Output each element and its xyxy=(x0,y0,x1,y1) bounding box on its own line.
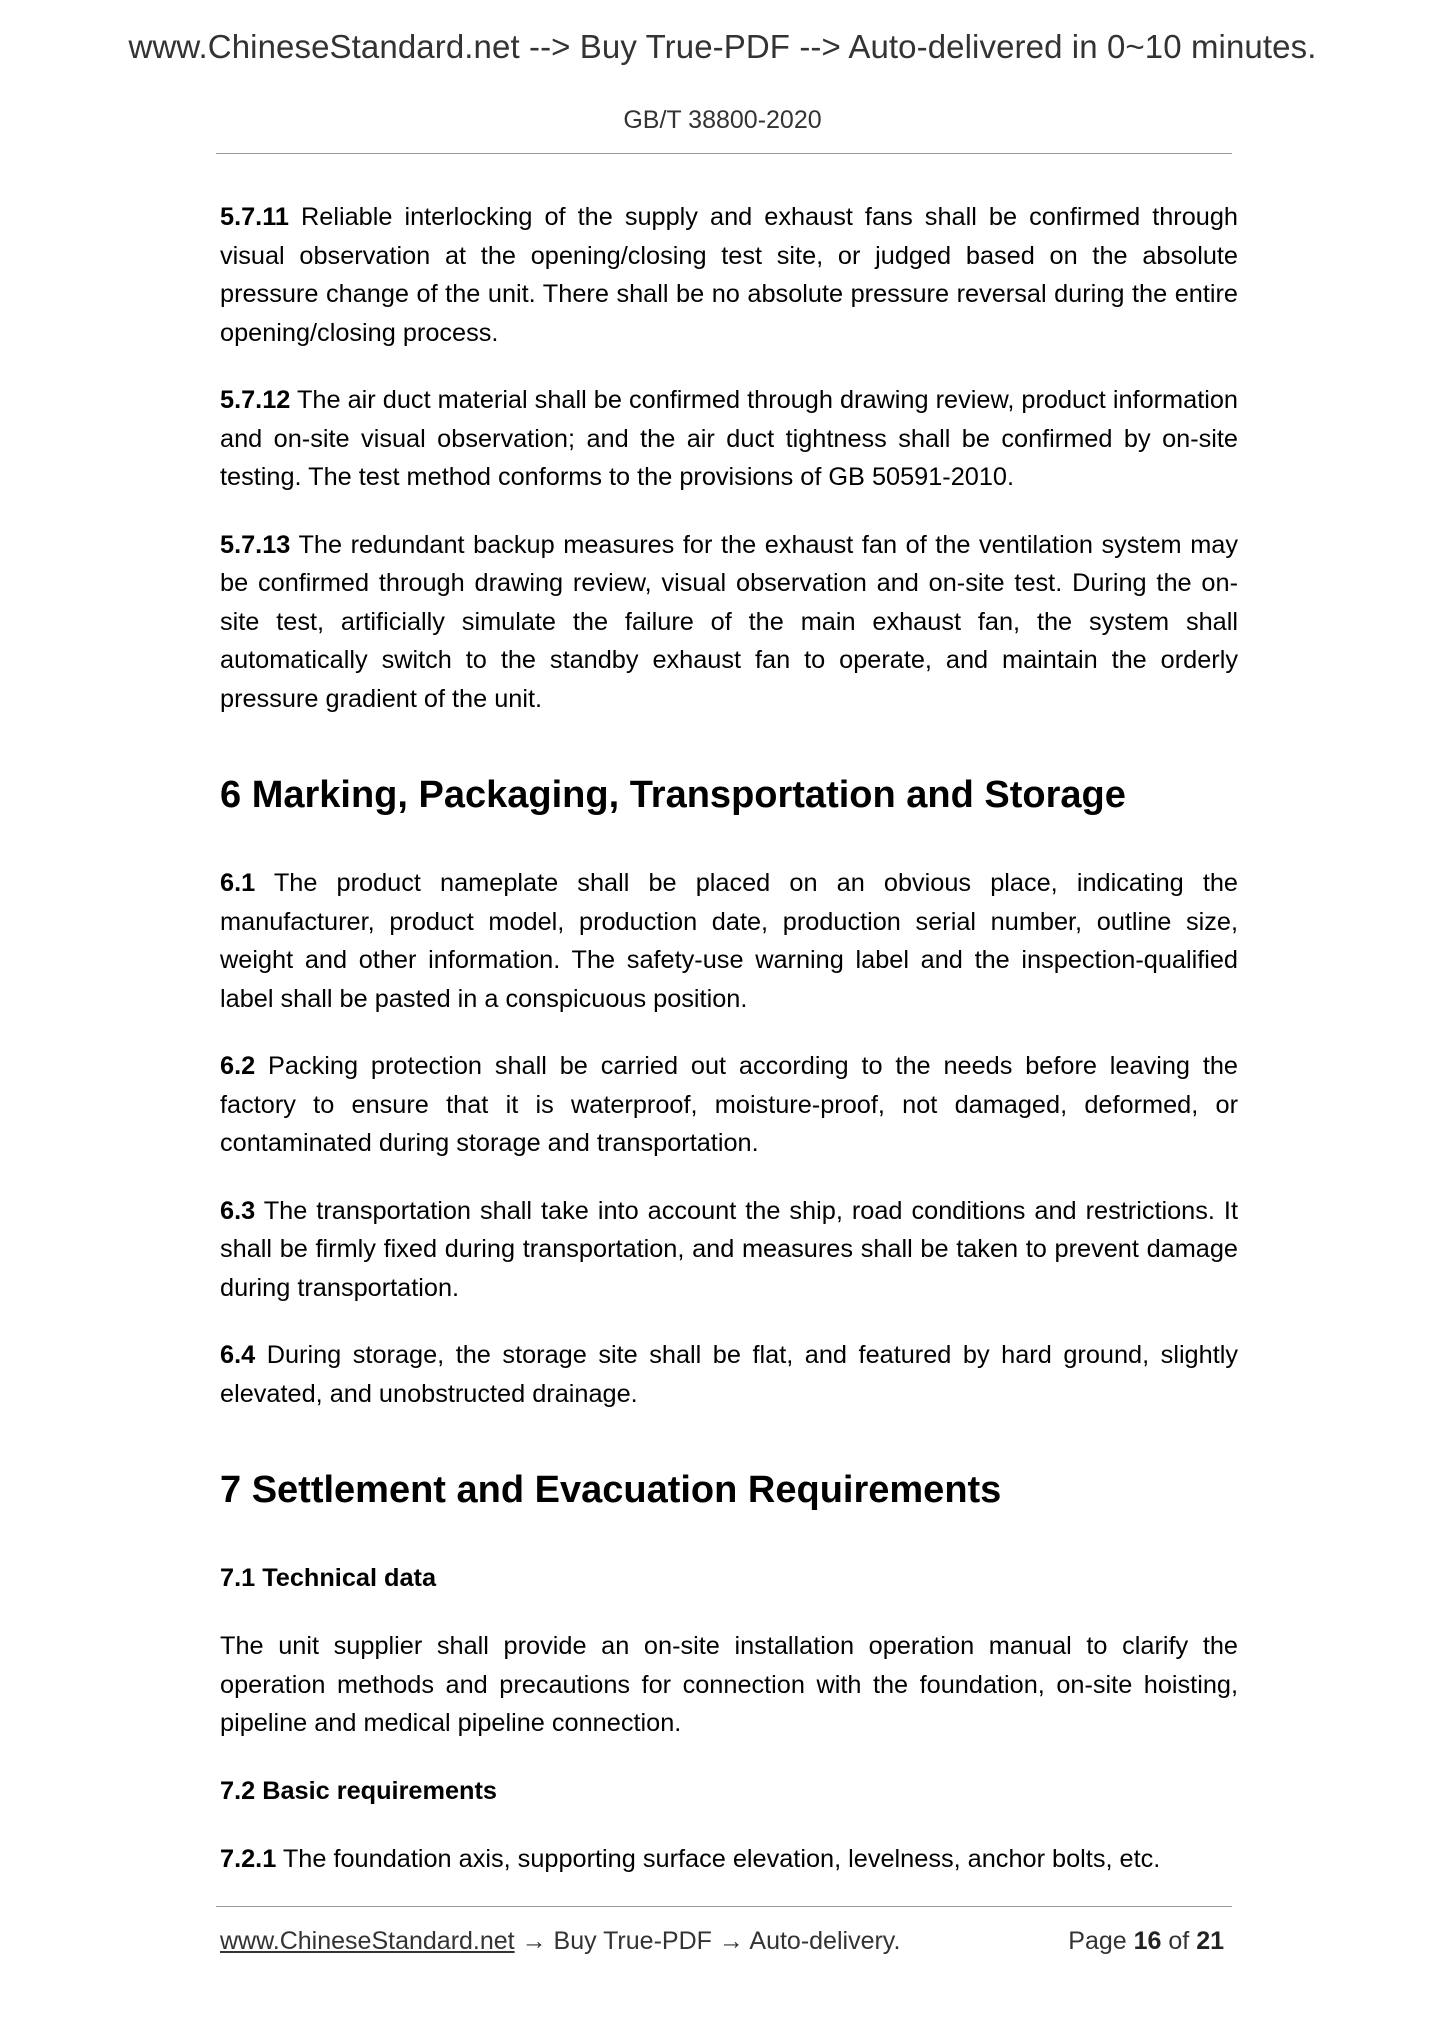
clause-number: 6.4 xyxy=(220,1341,256,1369)
clause-text: The foundation axis, supporting surface elevation, levelness, anchor bolts, etc. xyxy=(276,1844,1161,1873)
clause-number: 5.7.11 xyxy=(220,203,289,231)
clause-number: 6.2 xyxy=(220,1052,256,1080)
clause-7-2-1 xyxy=(220,1840,1238,1879)
clause-number: 6.3 xyxy=(220,1196,256,1225)
footer-tagline: → Buy True-PDF → Auto-delivery. xyxy=(514,1927,901,1955)
footer-divider xyxy=(216,1906,1232,1907)
page-of: of xyxy=(1161,1927,1197,1955)
clause-text: The product nameplate shall be placed on an obvious place, indicating the manufacturer, product model, production date, production serial number, outline size, weight and other information. The safety-use warning label and the inspection-qualified label shall be pasted in a conspicuous position. xyxy=(220,869,1238,1013)
subsection-7-2-heading: 7.2 Basic requirements xyxy=(220,1776,497,1805)
page-label: Page xyxy=(1068,1927,1134,1955)
section-7-heading: 7 Settlement and Evacuation Requirements xyxy=(220,1469,1002,1511)
clause-number: 6.1 xyxy=(220,869,256,897)
clause-6-3 xyxy=(220,1192,1238,1308)
footer-site-link[interactable]: www.ChineseStandard.net xyxy=(220,1927,515,1955)
clause-5-7-11 xyxy=(220,198,1238,352)
document-code: GB/T 38800-2020 xyxy=(623,106,822,134)
page-footer xyxy=(220,1927,1232,1956)
clause-text: The transportation shall take into account the ship, road conditions and restrictions. It shall be firmly fixed during transportation, and measures shall be taken to prevent damage during transportation. xyxy=(220,1196,1238,1302)
page-indicator xyxy=(1068,1927,1224,1956)
clause-text: Packing protection shall be carried out according to the needs before leaving the factory to ensure that it is waterproof, moisture-proof, not damaged, deformed, or contaminated during storage and transportation. xyxy=(220,1052,1238,1157)
page-total: 21 xyxy=(1196,1927,1224,1955)
clause-number: 5.7.12 xyxy=(220,386,291,414)
clause-text: The air duct material shall be confirmed through drawing review, product information and on-site visual observation; and the air duct tightness shall be confirmed by on-site testing. The test method conforms to the provisions of GB 50591-2010. xyxy=(220,386,1238,491)
clause-5-7-12 xyxy=(220,381,1238,497)
clause-5-7-13 xyxy=(220,526,1238,719)
section-6-heading: 6 Marking, Packaging, Transportation and Storage xyxy=(220,774,1126,816)
header-divider xyxy=(216,153,1232,154)
clause-6-2 xyxy=(220,1047,1238,1163)
top-banner: www.ChineseStandard.net --> Buy True-PDF --> Auto-delivered in 0~10 minutes. xyxy=(128,28,1317,65)
clause-6-1 xyxy=(220,864,1238,1018)
page-current: 16 xyxy=(1133,1927,1162,1955)
page-content xyxy=(220,198,1238,1907)
clause-number: 7.2.1 xyxy=(220,1844,277,1873)
clause-text: During storage, the storage site shall be flat, and featured by hard ground, slightly elevated, and unobstructed drainage. xyxy=(220,1341,1238,1408)
clause-text: Reliable interlocking of the supply and exhaust fans shall be confirmed through visual observation at the opening/closing test site, or judged based on the absolute pressure change of the unit. There shall be no absolute pressure reversal during the entire opening/closing process. xyxy=(220,203,1238,347)
clause-number: 5.7.13 xyxy=(220,530,291,559)
clause-7-1-body: The unit supplier shall provide an on-site installation operation manual to clarify the operation methods and precautions for connection with the foundation, on-site hoisting, pipeline and medical pipeline connection. xyxy=(220,1632,1238,1737)
clause-text: The redundant backup measures for the exhaust fan of the ventilation system may be confirmed through drawing review, visual observation and on-site test. During the on-site test, artificially simulate the failure of the main exhaust fan, the system shall automatically switch to the standby exhaust fan to operate, and maintain the orderly pressure gradient of the unit. xyxy=(220,530,1238,713)
subsection-7-1-heading: 7.1 Technical data xyxy=(220,1564,437,1592)
clause-6-4 xyxy=(220,1336,1238,1413)
